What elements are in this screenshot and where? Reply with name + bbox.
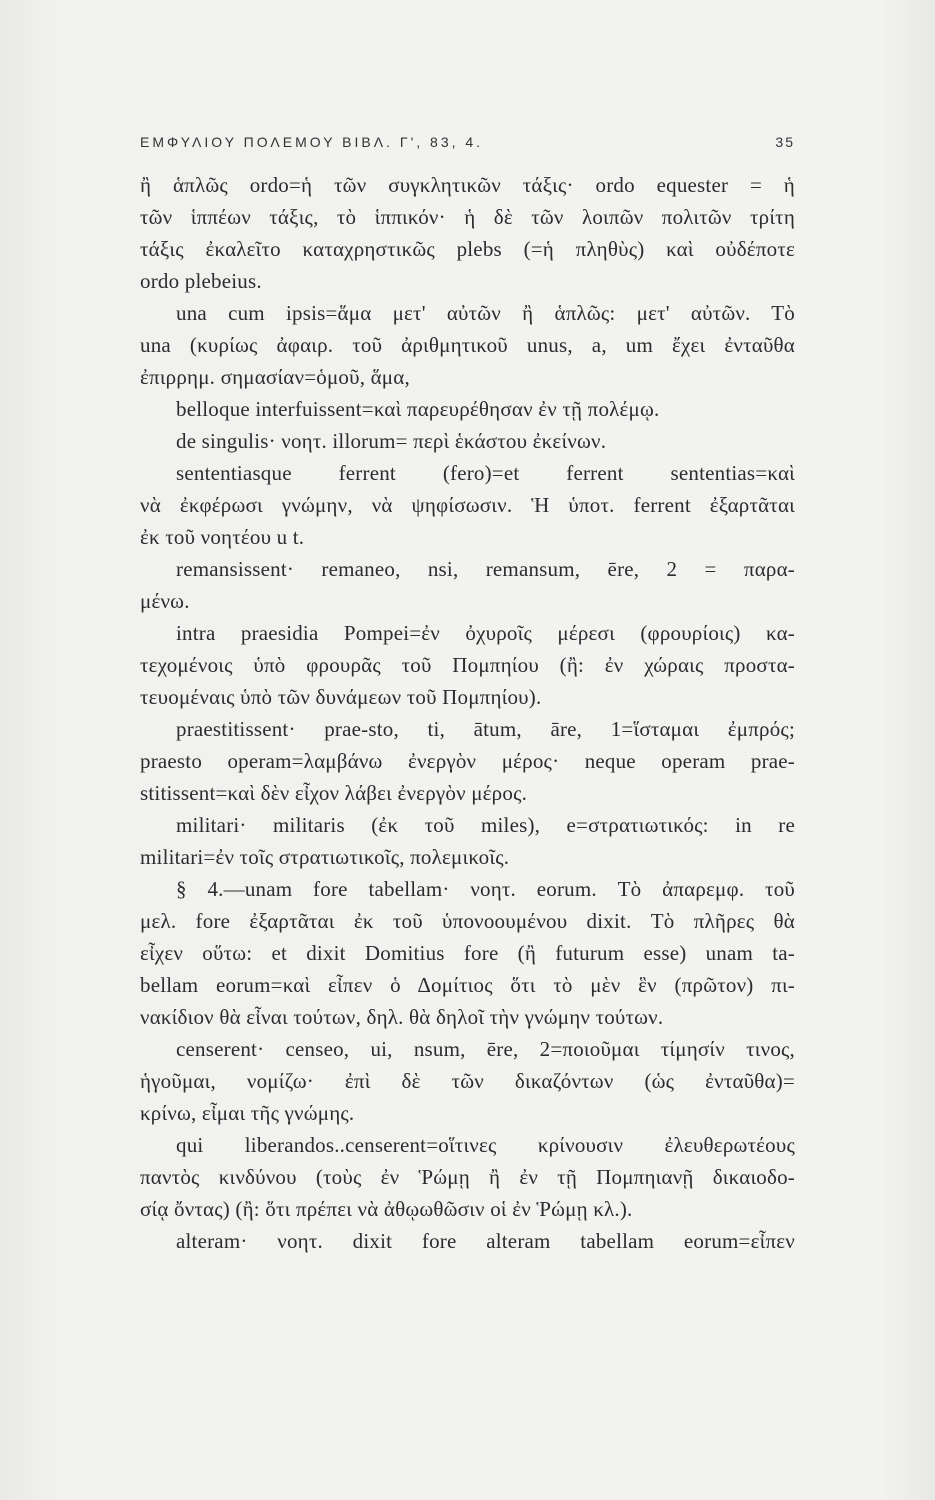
text-line: ἡγοῦμαι, νομίζω· ἐπὶ δὲ τῶν δικαζόντων (ὡς ἐνταῦθα)= [140, 1069, 795, 1093]
text-line: ἢ ἁπλῶς ordo=ἡ τῶν συγκλητικῶν τάξις· ordo equester = ἡ [140, 173, 795, 197]
text-line: censerent· censeo, ui, nsum, ēre, 2=ποιοῦμαι τίμησίν τινος, [176, 1037, 795, 1061]
text-line: § 4.—unam fore tabellam· νοητ. eorum. Τὸ ἀπαρεμφ. τοῦ [176, 877, 795, 901]
text-line: alteram· νοητ. dixit fore alteram tabellam eorum=εἶπεν [176, 1229, 795, 1253]
text-line: νακίδιον θὰ εἶναι τούτων, δηλ. θὰ δηλοῖ τὴν γνώμην τούτων. [140, 1005, 664, 1029]
text-line: ἐπιρρημ. σημασίαν=ὁμοῦ, ἅμα, [140, 365, 410, 389]
text-line: stitissent=καὶ δὲν εἶχον λάβει ἐνεργὸν μέρος. [140, 781, 528, 805]
page-number: 35 [775, 134, 795, 150]
text-line: τάξις ἐκαλεῖτο καταχρηστικῶς plebs (=ἡ πληθὺς) καὶ οὐδέποτε [140, 237, 795, 261]
text-line: ἐκ τοῦ νοητέου u t. [140, 525, 305, 549]
text-line: εἶχεν οὕτω: et dixit Domitius fore (ἢ futurum esse) unam ta- [140, 941, 795, 965]
text-line: una cum ipsis=ἅμα μετ' αὐτῶν ἢ ἁπλῶς: μετ' αὐτῶν. Τὸ [176, 301, 795, 325]
text-line: qui liberandos..censerent=οἵτινες κρίνουσιν ἐλευθερωτέους [176, 1133, 795, 1157]
text-line: κρίνω, εἶμαι τῆς γνώμης. [140, 1101, 355, 1125]
text-line: τευομέναις ὑπὸ τῶν δυνάμεων τοῦ Πομπηίου). [140, 685, 542, 709]
text-line: μένω. [140, 589, 190, 613]
running-head: ΕΜΦΥΛΙΟΥ ΠΟΛΕΜΟΥ ΒΙΒΛ. Γ', 83, 4. [140, 134, 484, 150]
text-line: παντὸς κινδύνου (τοὺς ἐν Ῥώμῃ ἢ ἐν τῇ Πομπηιανῇ δικαιοδο- [140, 1165, 795, 1189]
text-line: de singulis· νοητ. illorum= περὶ ἑκάστου ἐκείνων. [176, 429, 607, 453]
text-line: σίᾳ ὄντας) (ἢ: ὅτι πρέπει νὰ ἀθῳωθῶσιν οἱ ἐν Ῥώμῃ κλ.). [140, 1197, 633, 1221]
page-header [140, 134, 795, 158]
text-line: belloque interfuissent=καὶ παρευρέθησαν ἐν τῇ πολέμῳ. [176, 397, 660, 421]
text-line: τεχομένοις ὑπὸ φρουρᾶς τοῦ Πομπηίου (ἢ: ἐν χώραις προστα- [140, 653, 795, 677]
text-line: intra praesidia Pompei=ἐν ὀχυροῖς μέρεσι (φρουρίοις) κα- [176, 621, 795, 645]
text-line: militari· militaris (ἐκ τοῦ miles), e=στρατιωτικός: in re [176, 813, 795, 837]
text-line: τῶν ἱππέων τάξις, τὸ ἱππικόν· ἡ δὲ τῶν λοιπῶν πολιτῶν τρίτη [140, 205, 795, 229]
text-line: νὰ ἐκφέρωσι γνώμην, νὰ ψηφίσωσιν. Ἡ ὑποτ. ferrent ἐξαρτᾶται [140, 493, 795, 517]
text-line: praesto operam=λαμβάνω ἐνεργὸν μέρος· neque operam prae- [140, 749, 795, 773]
text-line: ordo plebeius. [140, 269, 262, 293]
text-line: bellam eorum=καὶ εἶπεν ὁ Δομίτιος ὅτι τὸ μὲν ἓν (πρῶτον) πι- [140, 973, 795, 997]
text-line: remansissent· remaneo, nsi, remansum, ēre, 2 = παρα- [176, 557, 795, 581]
text-line: praestitissent· prae-sto, ti, ātum, āre, 1=ἵσταμαι ἐμπρός; [176, 717, 795, 741]
text-line: militari=ἐν τοῖς στρατιωτικοῖς, πολεμικοῖς. [140, 845, 510, 869]
text-line: una (κυρίως ἀφαιρ. τοῦ ἀριθμητικοῦ unus, a, um ἔχει ἐνταῦθα [140, 333, 795, 357]
text-line: μελ. fore ἐξαρτᾶται ἐκ τοῦ ὑπονοουμένου dixit. Τὸ πλῆρες θὰ [140, 909, 795, 933]
text-line: sententiasque ferrent (fero)=et ferrent sententias=καὶ [176, 461, 795, 485]
